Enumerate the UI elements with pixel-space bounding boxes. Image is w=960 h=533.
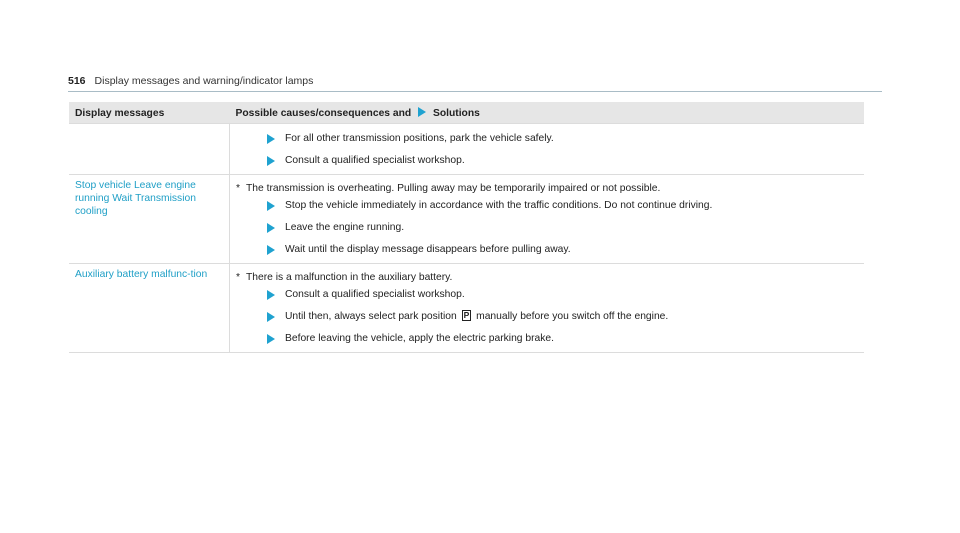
cause-text: There is a malfunction in the auxiliary battery.	[246, 272, 453, 283]
display-messages-table	[69, 102, 864, 353]
solution-step	[236, 310, 858, 323]
solution-step	[236, 243, 858, 256]
column-header-display-messages: Display messages	[69, 102, 230, 124]
solution-arrow-icon	[267, 156, 275, 166]
page-number: 516	[68, 75, 86, 87]
table-row	[69, 264, 864, 353]
message-text: Stop vehicle Leave engine running Wait Transmission cooling	[75, 180, 196, 217]
solution-step	[236, 154, 858, 167]
solution-cell	[230, 124, 865, 175]
solution-step-text: Before leaving the vehicle, apply the electric parking brake.	[285, 333, 555, 344]
solution-arrow-icon	[267, 223, 275, 233]
solution-step	[236, 199, 858, 212]
solutions-header-text: Solutions	[432, 108, 480, 119]
solution-step-text: For all other transmission positions, park the vehicle safely.	[285, 133, 554, 144]
solution-arrow-icon	[267, 201, 275, 211]
solution-arrow-icon	[267, 312, 275, 322]
bullet-star: *	[236, 183, 241, 194]
cause-text: The transmission is overheating. Pulling away may be temporarily impaired or not possible.	[246, 183, 661, 194]
message-cell	[69, 124, 230, 175]
solution-cell	[230, 264, 865, 353]
solution-step-text	[285, 310, 668, 323]
park-position-icon: P	[463, 310, 470, 320]
solution-arrow-icon	[418, 107, 426, 117]
step-text-after: manually before you switch off the engine.	[476, 311, 669, 322]
step-text-before: Until then, always select park position	[285, 311, 457, 322]
causes-header-text: Possible causes/consequences and	[235, 108, 412, 119]
solution-arrow-icon	[267, 134, 275, 144]
solution-step	[236, 132, 858, 145]
solution-arrow-icon	[267, 290, 275, 300]
page-title: Display messages and warning/indicator lamps	[94, 75, 314, 87]
solution-step	[236, 332, 858, 345]
solution-step	[236, 288, 858, 301]
table-row	[69, 124, 864, 175]
solution-step-text: Leave the engine running.	[285, 222, 405, 233]
solution-cell	[230, 175, 865, 264]
solution-arrow-icon	[267, 334, 275, 344]
message-cell	[69, 264, 230, 353]
solution-step-text: Stop the vehicle immediately in accordance with the traffic conditions. Do not continue driving.	[285, 200, 713, 211]
cause-line	[236, 182, 858, 195]
solution-step	[236, 221, 858, 234]
message-cell	[69, 175, 230, 264]
solution-step-text: Wait until the display message disappears before pulling away.	[285, 244, 571, 255]
page-header	[68, 74, 882, 92]
solution-step-text: Consult a qualified specialist workshop.	[285, 155, 465, 166]
solution-arrow-icon	[267, 245, 275, 255]
message-text: Auxiliary battery malfunc-tion	[75, 269, 208, 280]
cause-line	[236, 271, 858, 284]
bullet-star: *	[236, 272, 241, 283]
table-header-row	[69, 102, 864, 124]
table-row	[69, 175, 864, 264]
column-header-causes-solutions	[230, 102, 865, 124]
solution-step-text: Consult a qualified specialist workshop.	[285, 289, 465, 300]
